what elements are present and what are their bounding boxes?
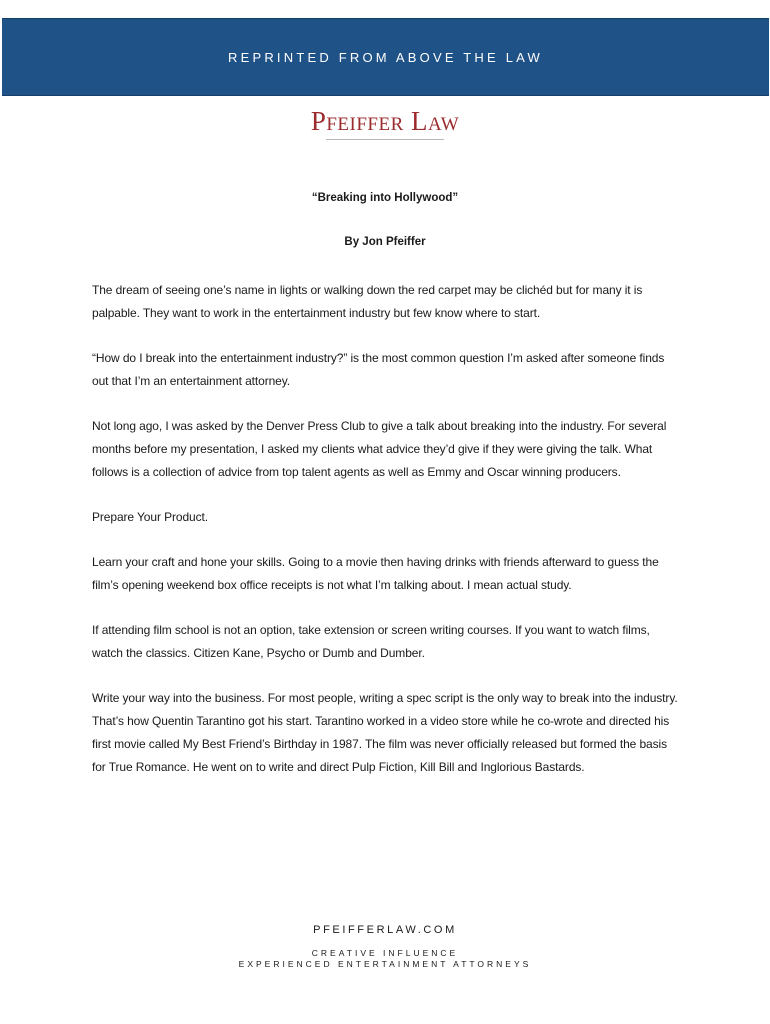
paragraph: “How do I break into the entertainment industry?” is the most common question I’m asked after someone finds out that I’m an entertainment attorney. bbox=[92, 351, 665, 388]
paragraph: Not long ago, I was asked by the Denver Press Club to give a talk about breaking into the industry. For several months before my presentation, I asked my clients what advice they’d give if they were giving the talk. What follows is a collection of advice from top talent agents as well as Emmy and Oscar winning producers. bbox=[92, 419, 667, 479]
paragraph: If attending film school is not an option, take extension or screen writing courses. If you want to watch films, watch the classics. Citizen Kane, Psycho or Dumb and Dumber. bbox=[92, 623, 650, 660]
footer-website-link[interactable]: PFEIFFERLAW.COM bbox=[313, 924, 457, 936]
header-banner bbox=[2, 18, 769, 96]
logo bbox=[0, 106, 770, 140]
paragraph: The dream of seeing one’s name in lights or walking down the red carpet may be clichéd but for many it is palpable. They want to work in the entertainment industry but few know where to start. bbox=[92, 283, 643, 320]
paragraph: Learn your craft and hone your skills. Going to a movie then having drinks with friends afterward to guess the film’s opening weekend box office receipts is not what I’m talking about. I mean actual study. bbox=[92, 555, 659, 592]
footer bbox=[0, 924, 770, 970]
article-title: “Breaking into Hollywood” bbox=[311, 192, 459, 204]
article-body bbox=[92, 279, 682, 801]
article-byline: By Jon Pfeiffer bbox=[344, 236, 426, 248]
banner-text: REPRINTED FROM ABOVE THE LAW bbox=[228, 49, 543, 65]
paragraph: Write your way into the business. For most people, writing a spec script is the only way to break into the industry. That’s how Quentin Tarantino got his start. Tarantino worked in a video store while he co-wrote and directed his first movie called My Best Friend’s Birthday in 1987. The film was never officially released but formed the basis for True Romance. He went on to write and direct Pulp Fiction, Kill Bill and Inglorious Bastards. bbox=[92, 691, 678, 774]
footer-tagline: EXPERIENCED ENTERTAINMENT ATTORNEYS bbox=[238, 959, 532, 969]
section-heading: Prepare Your Product. bbox=[92, 510, 208, 524]
logo-underline bbox=[326, 139, 444, 140]
logo-wordmark: Pfeiffer Law bbox=[310, 106, 460, 136]
footer-tagline: CREATIVE INFLUENCE bbox=[311, 948, 459, 958]
